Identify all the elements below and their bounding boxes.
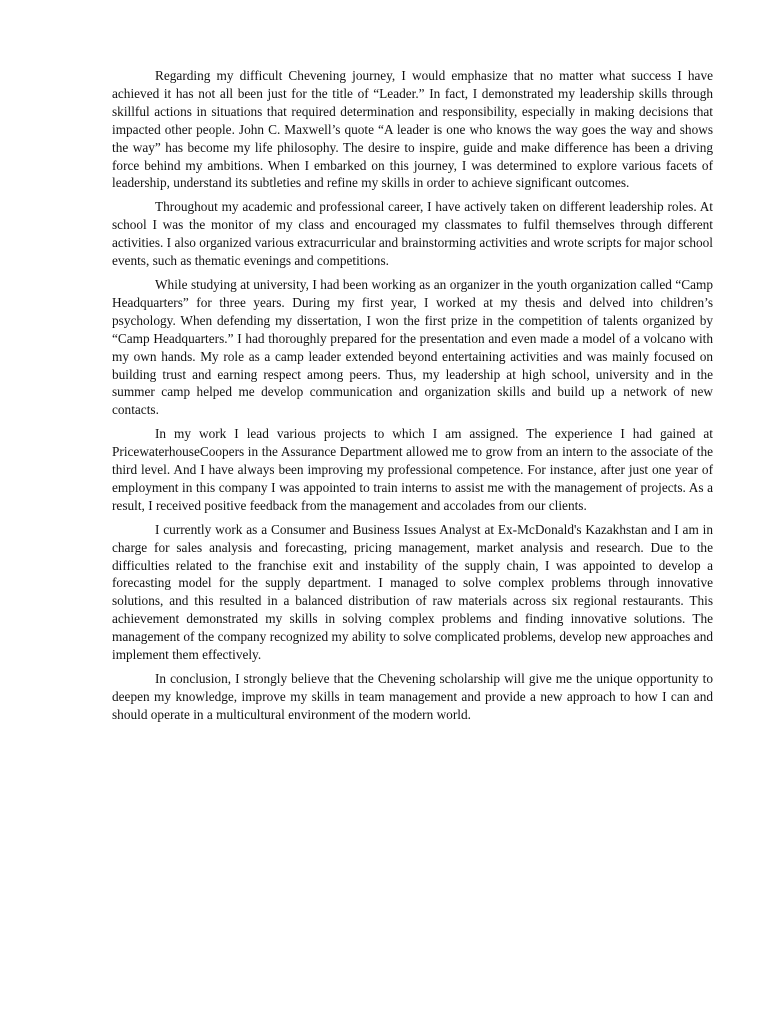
paragraph-conclusion: In conclusion, I strongly believe that the Chevening scholarship will give me the unique opportunity to deepen my knowledge, improve my skills in team management and provide a new approach to how I can and should operate in a multicultural environment of the modern world. bbox=[112, 671, 713, 722]
paragraph-work-projects: In my work I lead various projects to which I am assigned. The experience I had gained at PricewaterhouseCoopers in the Assurance Department allowed me to grow from an intern to the associate of the third level. And I have always been improving my professional competence. For instance, after just one year of employment in this company I was appointed to train interns to assist me with the management of projects. As a result, I received positive feedback from the management and accolades from our clients. bbox=[112, 426, 713, 513]
paragraph-academic-career: Throughout my academic and professional career, I have actively taken on different leadership roles. At school I was the monitor of my class and encouraged my classmates to fulfil themselves through different activities. I also organized various extracurricular and brainstorming activities and wrote scripts for major school events, such as thematic evenings and competitions. bbox=[112, 199, 713, 269]
essay-body bbox=[112, 67, 713, 730]
paragraph-university: While studying at university, I had been working as an organizer in the youth organization called “Camp Headquarters” for three years. During my first year, I worked at my thesis and delved into children’s psychology. When defending my dissertation, I won the first prize in the competition of talents organized by “Camp Headquarters.” I had thoroughly prepared for the presentation and even made a model of a volcano with my own hands. My role as a camp leader extended beyond entertaining activities and was mainly focused on building trust and earning respect among peers. Thus, my leadership at high school, university and in the summer camp helped me develop communication and organization skills and build up a network of new contacts. bbox=[112, 276, 713, 418]
paragraph-current-work: I currently work as a Consumer and Business Issues Analyst at Ex-McDonald's Kazakhstan and I am in charge for sales analysis and forecasting, pricing management, market analysis and research. Due to the difficulties related to the franchise exit and instability of the supply chain, I was appointed to develop a forecasting model for the supply department. I managed to solve complex problems through innovative solutions, and this resulted in a balanced distribution of raw materials across six regional restaurants. This achievement demonstrated my skills in solving complex problems and finding innovative solutions. The management of the company recognized my ability to solve complicated problems, develop new approaches and implement them effectively. bbox=[112, 521, 713, 663]
paragraph-intro: Regarding my difficult Chevening journey, I would emphasize that no matter what success I have achieved it has not all been just for the title of “Leader.” In fact, I demonstrated my leadership skills through skillful actions in situations that required determination and responsibility, especially in making decisions that impacted other people. John C. Maxwell’s quote “A leader is one who knows the way goes the way and shows the way” has become my life philosophy. The desire to inspire, guide and make difference has been a driving force behind my ambitions. When I embarked on this journey, I was determined to explore various facets of leadership, understand its subtleties and refine my skills in order to achieve significant outcomes. bbox=[112, 68, 713, 191]
